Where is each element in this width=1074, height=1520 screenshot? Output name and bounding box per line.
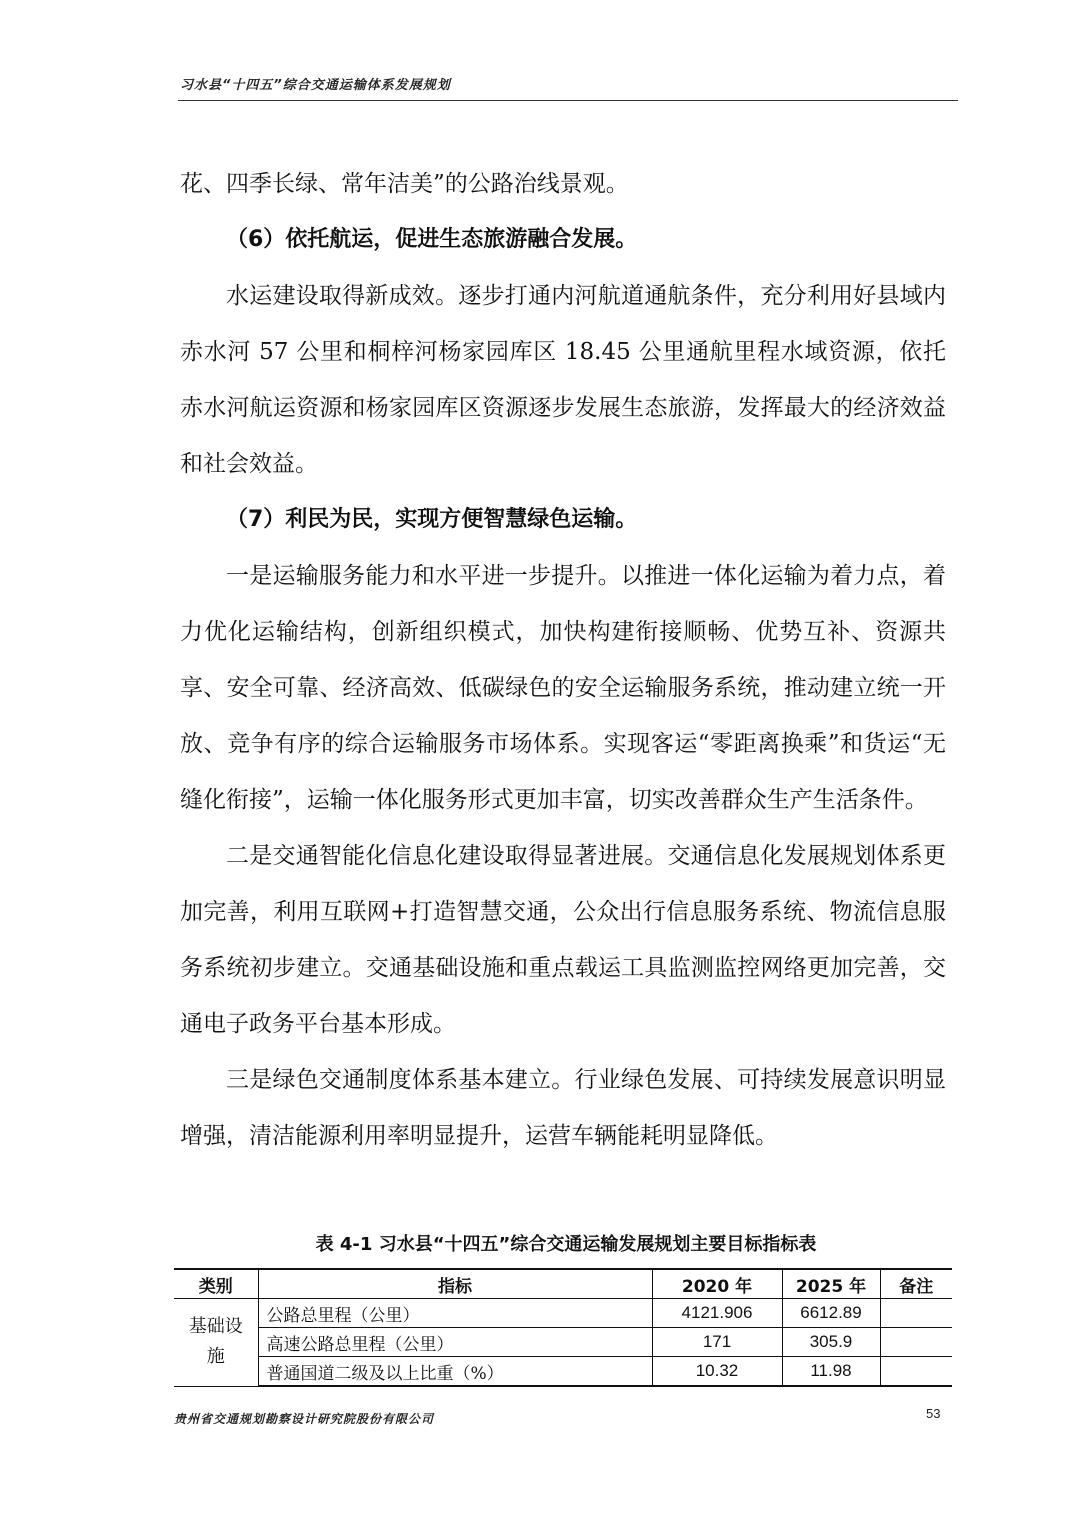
section-heading-7: （7）利民为民，实现方便智慧绿色运输。 (226, 507, 638, 532)
table-caption: 表 4-1 习水县“十四五”综合交通运输发展规划主要目标指标表 (315, 1234, 817, 1255)
paragraph: 花、四季长绿、常年洁美”的公路治线景观。 (180, 171, 629, 197)
header-rule (178, 100, 958, 101)
table-row (174, 1328, 952, 1357)
column-header: 2020 年 (652, 1269, 782, 1299)
value-2025-cell: 6612.89 (782, 1299, 880, 1328)
note-cell (880, 1299, 952, 1328)
body-text (180, 156, 946, 1164)
column-header: 指标 (258, 1269, 652, 1299)
column-header: 2025 年 (782, 1269, 880, 1299)
running-footer: 贵州省交通规划勘察设计研究院股份有限公司 (174, 1412, 435, 1426)
column-header: 类别 (174, 1269, 258, 1299)
table-row (174, 1357, 952, 1387)
targets-table (174, 1268, 952, 1387)
indicator-cell: 公路总里程（公里） (258, 1299, 652, 1328)
table-row (174, 1299, 952, 1328)
value-2025-cell: 305.9 (782, 1328, 880, 1357)
value-2020-cell: 4121.906 (652, 1299, 782, 1328)
value-2025-cell: 11.98 (782, 1357, 880, 1387)
section-heading-6: （6）依托航运，促进生态旅游融合发展。 (226, 227, 638, 252)
paragraph: 一是运输服务能力和水平进一步提升。以推进一体化运输为着力点，着力优化运输结构，创新组织模式，加快构建衔接顺畅、优势互补、资源共享、安全可靠、经济高效、低碳绿色的安全运输服务系统，推动建立统一开放、竞争有序的综合运输服务市场体系。实现客运“零距离换乘”和货运“无缝化衔接”，运输一体化服务形式更加丰富，切实改善群众生产生活条件。 (180, 563, 946, 813)
indicator-cell: 普通国道二级及以上比重（%） (258, 1357, 652, 1387)
column-header: 备注 (880, 1269, 952, 1299)
category-cell: 基础设施 (174, 1299, 258, 1387)
page-number: 53 (926, 1406, 941, 1421)
table-header-row (174, 1269, 952, 1299)
indicator-cell: 高速公路总里程（公里） (258, 1328, 652, 1357)
paragraph: 水运建设取得新成效。逐步打通内河航道通航条件，充分利用好县域内赤水河 57 公里和桐梓河杨家园库区 18.45 公里通航里程水域资源，依托赤水河航运资源和杨家园库区资源逐步发展生态旅游，发挥最大的经济效益和社会效益。 (180, 283, 946, 477)
value-2020-cell: 10.32 (652, 1357, 782, 1387)
paragraph: 二是交通智能化信息化建设取得显著进展。交通信息化发展规划体系更加完善，利用互联网+打造智慧交通，公众出行信息服务系统、物流信息服务系统初步建立。交通基础设施和重点载运工具监测监控网络更加完善，交通电子政务平台基本形成。 (180, 843, 946, 1037)
running-header: 习水县“十四五”综合交通运输体系发展规划 (180, 78, 451, 93)
paragraph: 三是绿色交通制度体系基本建立。行业绿色发展、可持续发展意识明显增强，清洁能源利用率明显提升，运营车辆能耗明显降低。 (180, 1067, 946, 1149)
note-cell (880, 1357, 952, 1387)
note-cell (880, 1328, 952, 1357)
value-2020-cell: 171 (652, 1328, 782, 1357)
